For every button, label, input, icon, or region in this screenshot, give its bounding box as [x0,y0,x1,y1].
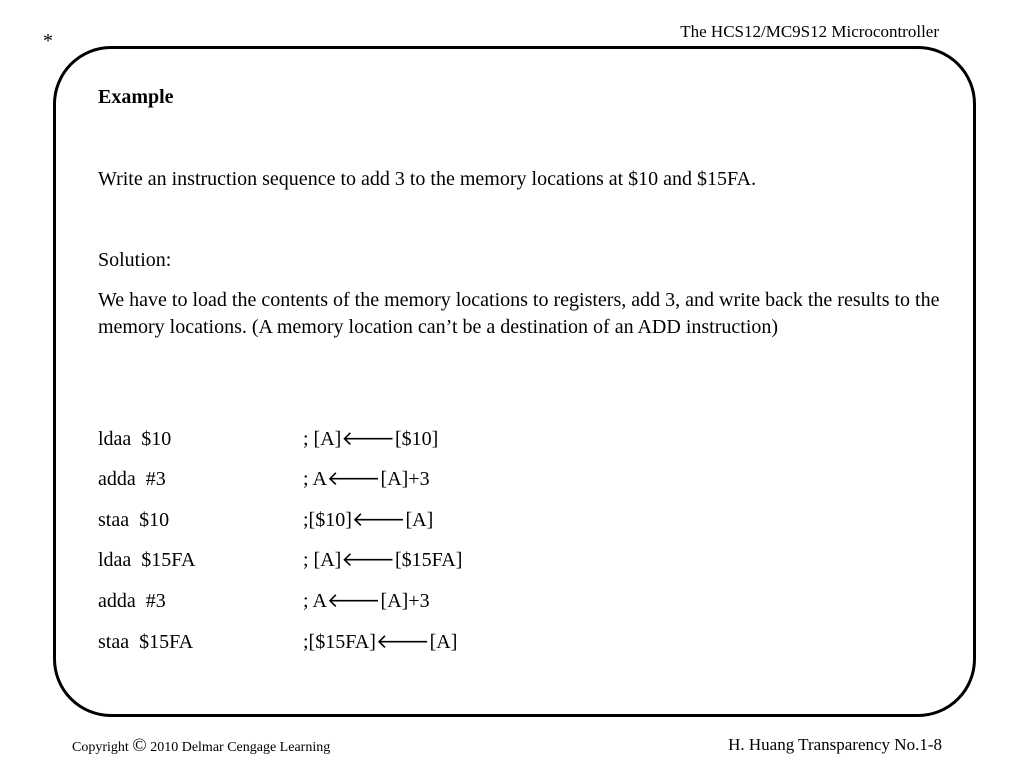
solution-explanation: We have to load the contents of the memory locations to registers, add 3, and write back the results to the memory locations. (A memory location can’t be a destination of an ADD instruction) [98,289,940,338]
code-comment: ;[$15FA]🡐[A] [303,631,458,653]
footer-page-info: H. Huang Transparency No.1-8 [728,735,942,754]
copyright-text: 2010 Delmar Cengage Learning [150,740,331,755]
code-comment: ; A🡐[A]+3 [303,468,430,490]
solution-label: Solution: [98,249,172,271]
code-instruction: staa $10 [98,509,170,531]
code-comment: ; A🡐[A]+3 [303,590,430,612]
copyright-word: Copyright [72,740,129,755]
slide-frame [53,46,976,717]
copyright-symbol: © [132,735,147,756]
code-comment: ; [A]🡐[$15FA] [303,549,463,571]
code-instruction: ldaa $10 [98,428,172,450]
code-instruction: adda #3 [98,590,166,612]
header-title: The HCS12/MC9S12 Microcontroller [680,22,939,41]
code-instruction: staa $15FA [98,631,194,653]
footer-copyright [72,735,330,757]
code-instruction: ldaa $15FA [98,549,196,571]
code-comment: ;[$10]🡐[A] [303,509,434,531]
code-comment: ; [A]🡐[$10] [303,428,439,450]
code-instruction: adda #3 [98,468,166,490]
problem-statement: Write an instruction sequence to add 3 to the memory locations at $10 and $15FA. [98,168,757,190]
slide-marker: * [43,30,53,52]
slide-heading: Example [98,86,174,108]
